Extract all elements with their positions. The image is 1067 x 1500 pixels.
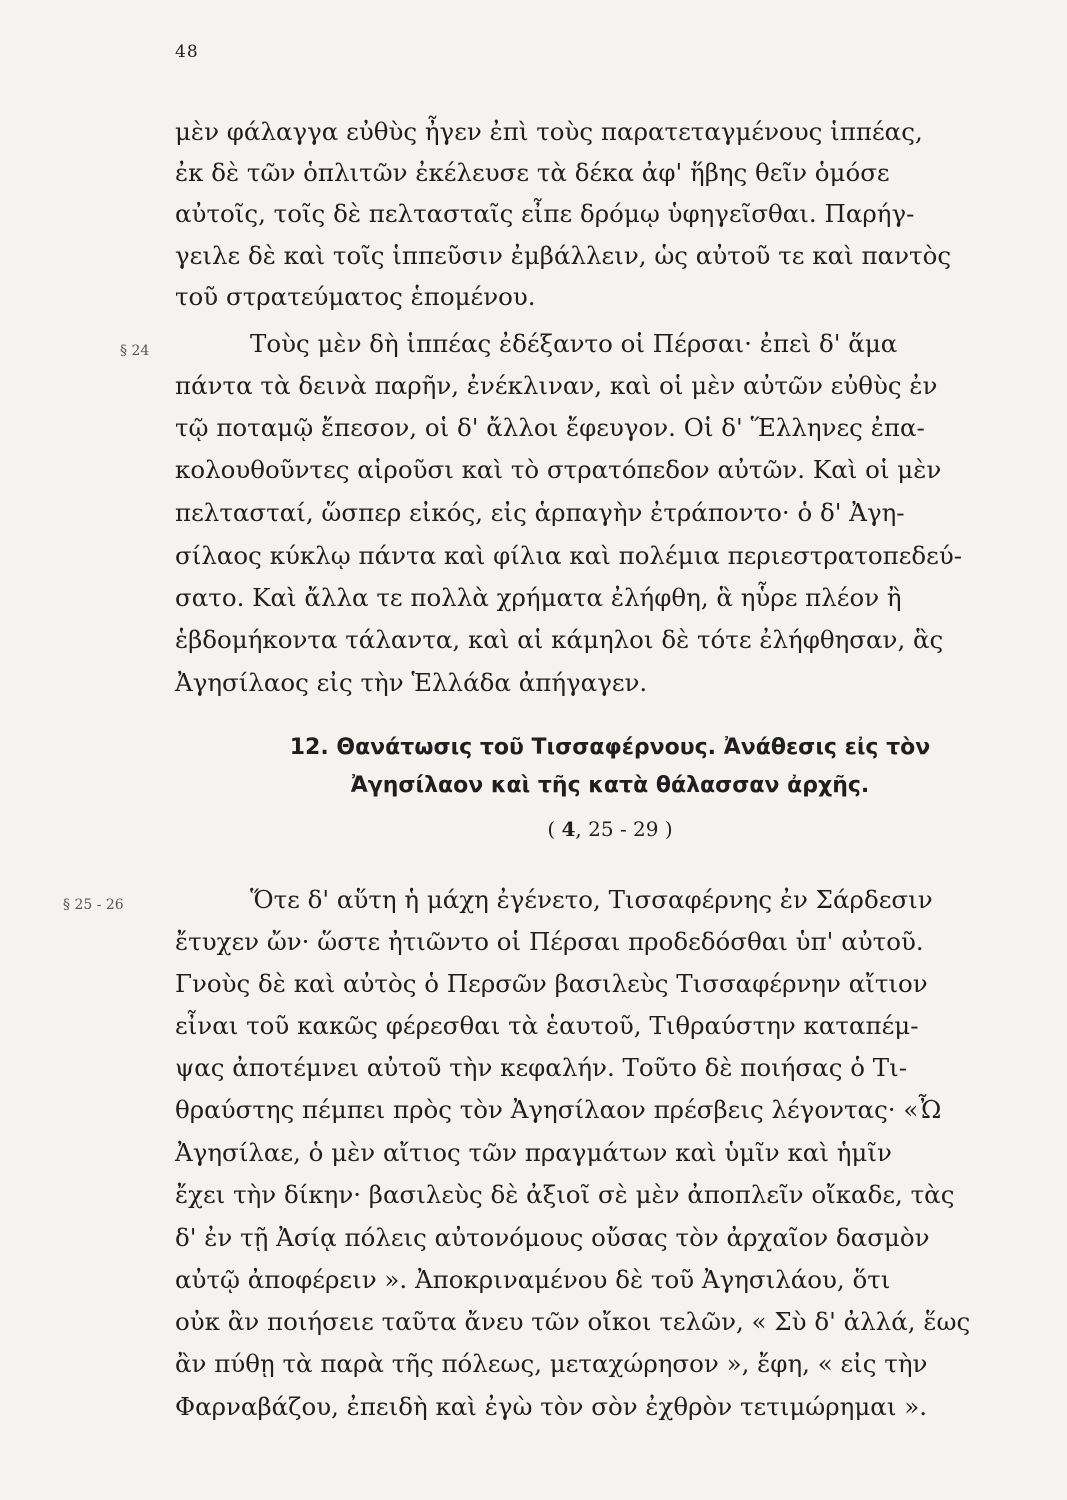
text-line: Ἀγησίλαος εἰς τὴν Ἑλλάδα ἀπήγαγεν. [175,668,648,697]
reference-rest: , 25 - 29 ) [575,817,673,841]
text-line: ἐκ δὲ τῶν ὁπλιτῶν ἐκέλευσε τὰ δέκα ἀφ' ἥβης θεῖν ὁμόσε [175,158,890,187]
reference-open: ( [547,817,562,841]
text-line: ἔχει τὴν δίκην· βασιλεὺς δὲ ἀξιοῖ σὲ μὲν ἀποπλεῖν οἴκαδε, τὰς [175,1180,955,1209]
text-line: σατο. Καὶ ἄλλα τε πολλὰ χρήματα ἐλήφθη, ἃ ηὗρε πλέον ἢ [175,583,902,612]
text-line: δ' ἐν τῇ Ἀσίᾳ πόλεις αὐτονόμους οὔσας τὸν ἀρχαῖον δασμὸν [175,1223,930,1252]
text-line: σίλαος κύκλῳ πάντα καὶ φίλια καὶ πολέμια περιεστρατοπεδεύ- [175,541,963,570]
text-line: εἶναι τοῦ κακῶς φέρεσθαι τὰ ἑαυτοῦ, Τιθραύστην καταπέμ- [175,1011,919,1040]
chapter-reference [175,812,1045,846]
chapter-heading-line: Ἀγησίλαον καὶ τῆς κατὰ θάλασσαν ἀρχῆς. [350,773,870,798]
text-line: ἑβδομήκοντα τάλαντα, καὶ αἱ κάμηλοι δὲ τότε ἐλήφθησαν, ἃς [175,625,944,654]
text-line: θραύστης πέμπει πρὸς τὸν Ἀγησίλαον πρέσβεις λέγοντας· «Ὦ [175,1095,942,1124]
text-line: τοῦ στρατεύματος ἑπομένου. [175,282,536,311]
chapter-heading-line: 12. Θανάτωσις τοῦ Τισσαφέρνους. Ἀνάθεσις εἰς τὸν [289,735,931,760]
page-number: 48 [175,42,199,62]
text-line: Γνοὺς δὲ καὶ αὐτὸς ὁ Περσῶν βασιλεὺς Τισσαφέρνην αἴτιον [175,969,928,998]
text-line: μὲν φάλαγγα εὐθὺς ἦγεν ἐπὶ τοὺς παρατεταγμένους ἱππέας, [175,117,923,146]
text-line: Ὅτε δ' αὕτη ἡ μάχη ἐγένετο, Τισσαφέρνης ἐν Σάρδεσιν [250,885,933,914]
text-line: πάντα τὰ δεινὰ παρῆν, ἐνέκλιναν, καὶ οἱ μὲν αὐτῶν εὐθὺς ἐν [175,371,938,400]
section-marker: § 24 [120,343,150,359]
text-line: Φαρναβάζου, ἐπειδὴ καὶ ἐγὼ τὸν σὸν ἐχθρὸν τετιμώρημαι ». [175,1392,927,1421]
reference-book: 4 [561,817,576,841]
text-line: ψας ἀποτέμνει αὐτοῦ τὴν κεφαλήν. Τοῦτο δὲ ποιήσας ὁ Τι- [175,1053,907,1082]
text-line: γειλε δὲ καὶ τοῖς ἱππεῦσιν ἐμβάλλειν, ὡς αὐτοῦ τε καὶ παντὸς [175,241,952,270]
text-line: αὐτοῖς, τοῖς δὲ πελτασταῖς εἶπε δρόμῳ ὑφηγεῖσθαι. Παρήγ- [175,199,915,228]
section-marker: § 25 - 26 [63,897,124,913]
text-line: τῷ ποταμῷ ἔπεσον, οἱ δ' ἄλλοι ἔφευγον. Οἱ δ' Ἕλληνες ἐπα- [175,413,925,442]
text-line: οὐκ ἂν ποιήσειε ταῦτα ἄνευ τῶν οἴκοι τελῶν, « Σὺ δ' ἀλλά, ἕως [175,1307,971,1336]
text-line: αὐτῷ ἀποφέρειν ». Ἀποκριναμένου δὲ τοῦ Ἀγησιλάου, ὅτι [175,1265,891,1294]
text-line: πελτασταί, ὥσπερ εἰκός, εἰς ἁρπαγὴν ἐτράποντο· ὁ δ' Ἀγη- [175,498,905,527]
text-line: ἂν πύθῃ τὰ παρὰ τῆς πόλεως, μεταχώρησον », ἔφη, « εἰς τὴν [175,1349,928,1378]
text-line: κολουθοῦντες αἱροῦσι καὶ τὸ στρατόπεδον αὐτῶν. Καὶ οἱ μὲν [175,455,942,484]
text-line: Ἀγησίλαε, ὁ μὲν αἴτιος τῶν πραγμάτων καὶ ὑμῖν καὶ ἡμῖν [175,1138,892,1167]
text-line: Τοὺς μὲν δὴ ἱππέας ἐδέξαντο οἱ Πέρσαι· ἐπεὶ δ' ἅμα [250,329,898,358]
text-line: ἔτυχεν ὤν· ὥστε ἠτιῶντο οἱ Πέρσαι προδεδόσθαι ὑπ' αὐτοῦ. [175,927,924,956]
